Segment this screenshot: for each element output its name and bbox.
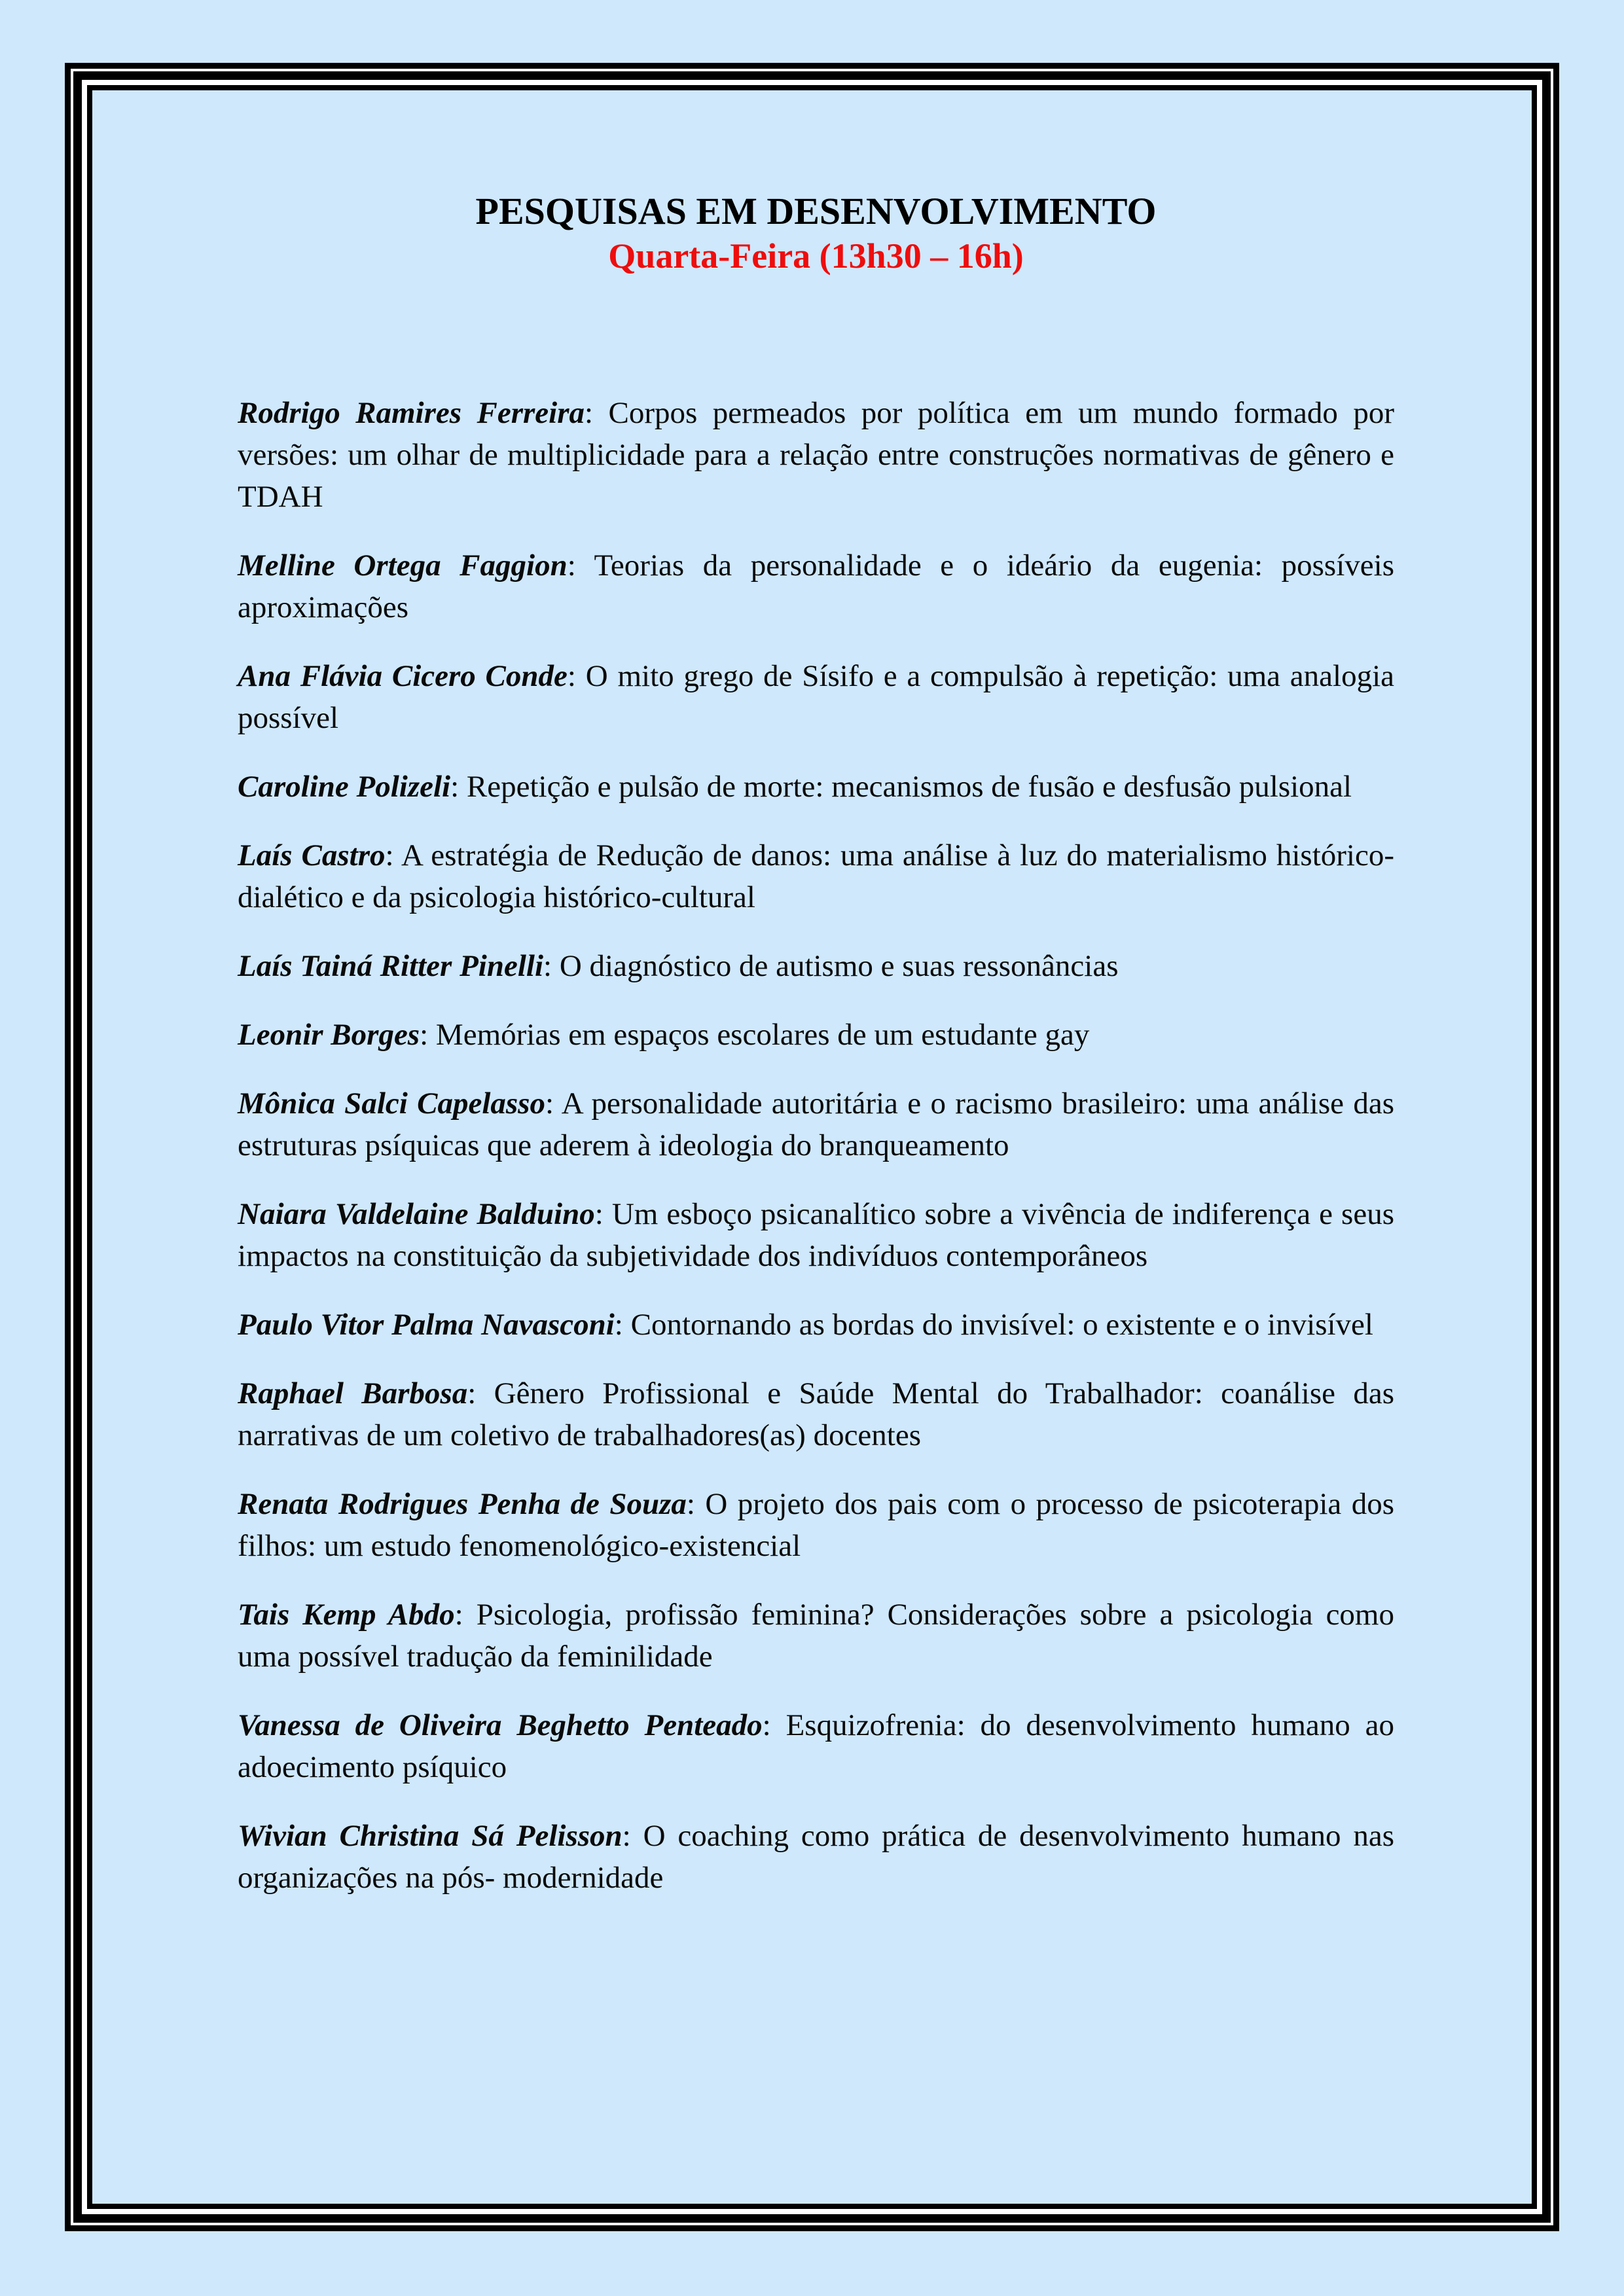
presenter-name: Leonir Borges [238,1018,420,1052]
list-item [238,945,1394,987]
page-title: PESQUISAS EM DESENVOLVIMENTO [475,190,1157,232]
presenter-name: Wivian Christina Sá Pelisson [238,1819,623,1853]
presenter-name: Vanessa de Oliveira Beghetto Penteado [238,1708,763,1742]
presentation-title: : O projeto dos pais com o processo de psicoterapia dos filhos: um estudo fenomenológico-existencial [238,1487,1394,1563]
presentation-title: : Teorias da personalidade e o ideário da eugenia: possíveis aproximações [238,548,1394,624]
presentation-title: : Um esboço psicanalítico sobre a vivência de indiferença e seus impactos na constituição da subjetividade dos indivíduos contemporâneos [238,1197,1394,1273]
page-content [92,90,1532,1899]
list-item [238,1014,1394,1056]
presenter-name: Paulo Vitor Palma Navasconi [238,1308,615,1342]
presentation-title: : A estratégia de Redução de danos: uma análise à luz do materialismo histórico-dialético e da psicologia histórico-cultural [238,838,1394,914]
presentation-title: : Gênero Profissional e Saúde Mental do Trabalhador: coanálise das narrativas de um coletivo de trabalhadores(as) docentes [238,1376,1394,1452]
page-border-inner [87,85,1537,2209]
presentation-title: : Contornando as bordas do invisível: o existente e o invisível [614,1308,1373,1342]
page-subtitle: Quarta-Feira (13h30 – 16h) [608,236,1024,276]
list-item [238,766,1394,808]
list-item [238,1372,1394,1456]
list-item [238,545,1394,628]
list-item [238,1083,1394,1166]
presenter-name: Melline Ortega Faggion [238,548,568,583]
page-heading [238,188,1394,278]
list-item [238,1815,1394,1899]
presenter-name: Tais Kemp Abdo [238,1598,455,1632]
presenter-name: Raphael Barbosa [238,1376,468,1410]
list-item [238,655,1394,739]
presentation-title: : Esquizofrenia: do desenvolvimento humano ao adoecimento psíquico [238,1708,1394,1784]
list-item [238,1483,1394,1567]
list-item [238,392,1394,518]
presentation-title: : Corpos permeados por política em um mundo formado por versões: um olhar de multiplicidade para a relação entre construções normativas de gênero e TDAH [238,396,1395,514]
presentation-title: : Memórias em espaços escolares de um estudante gay [420,1018,1090,1052]
page-border-middle [73,71,1551,2223]
presentation-title: : A personalidade autoritária e o racismo brasileiro: uma análise das estruturas psíquicas que aderem à ideologia do branqueamento [238,1086,1394,1162]
presenter-name: Rodrigo Ramires Ferreira [238,396,585,430]
presenter-name: Ana Flávia Cicero Conde [238,659,568,693]
presenter-name: Naiara Valdelaine Balduino [238,1197,595,1231]
presentation-title: : Repetição e pulsão de morte: mecanismos de fusão e desfusão pulsional [450,770,1352,804]
presentation-title: : O diagnóstico de autismo e suas ressonâncias [543,949,1119,983]
presenter-name: Mônica Salci Capelasso [238,1086,545,1121]
presentation-title: : O coaching como prática de desenvolvimento humano nas organizações na pós- modernidade [238,1819,1394,1895]
list-item [238,1704,1394,1788]
list-item [238,1594,1394,1677]
presentation-title: : Psicologia, profissão feminina? Considerações sobre a psicologia como uma possível tradução da feminilidade [238,1598,1394,1674]
presenter-name: Laís Tainá Ritter Pinelli [238,949,544,983]
presenter-name: Caroline Polizeli [238,770,451,804]
presenter-name: Renata Rodrigues Penha de Souza [238,1487,687,1521]
list-item [238,834,1394,918]
list-item [238,1193,1394,1277]
list-item [238,1304,1394,1346]
presentation-title: : O mito grego de Sísifo e a compulsão à repetição: uma analogia possível [238,659,1394,735]
page-border-outer [65,63,1559,2231]
presentation-list [238,392,1394,1899]
presenter-name: Laís Castro [238,838,386,872]
